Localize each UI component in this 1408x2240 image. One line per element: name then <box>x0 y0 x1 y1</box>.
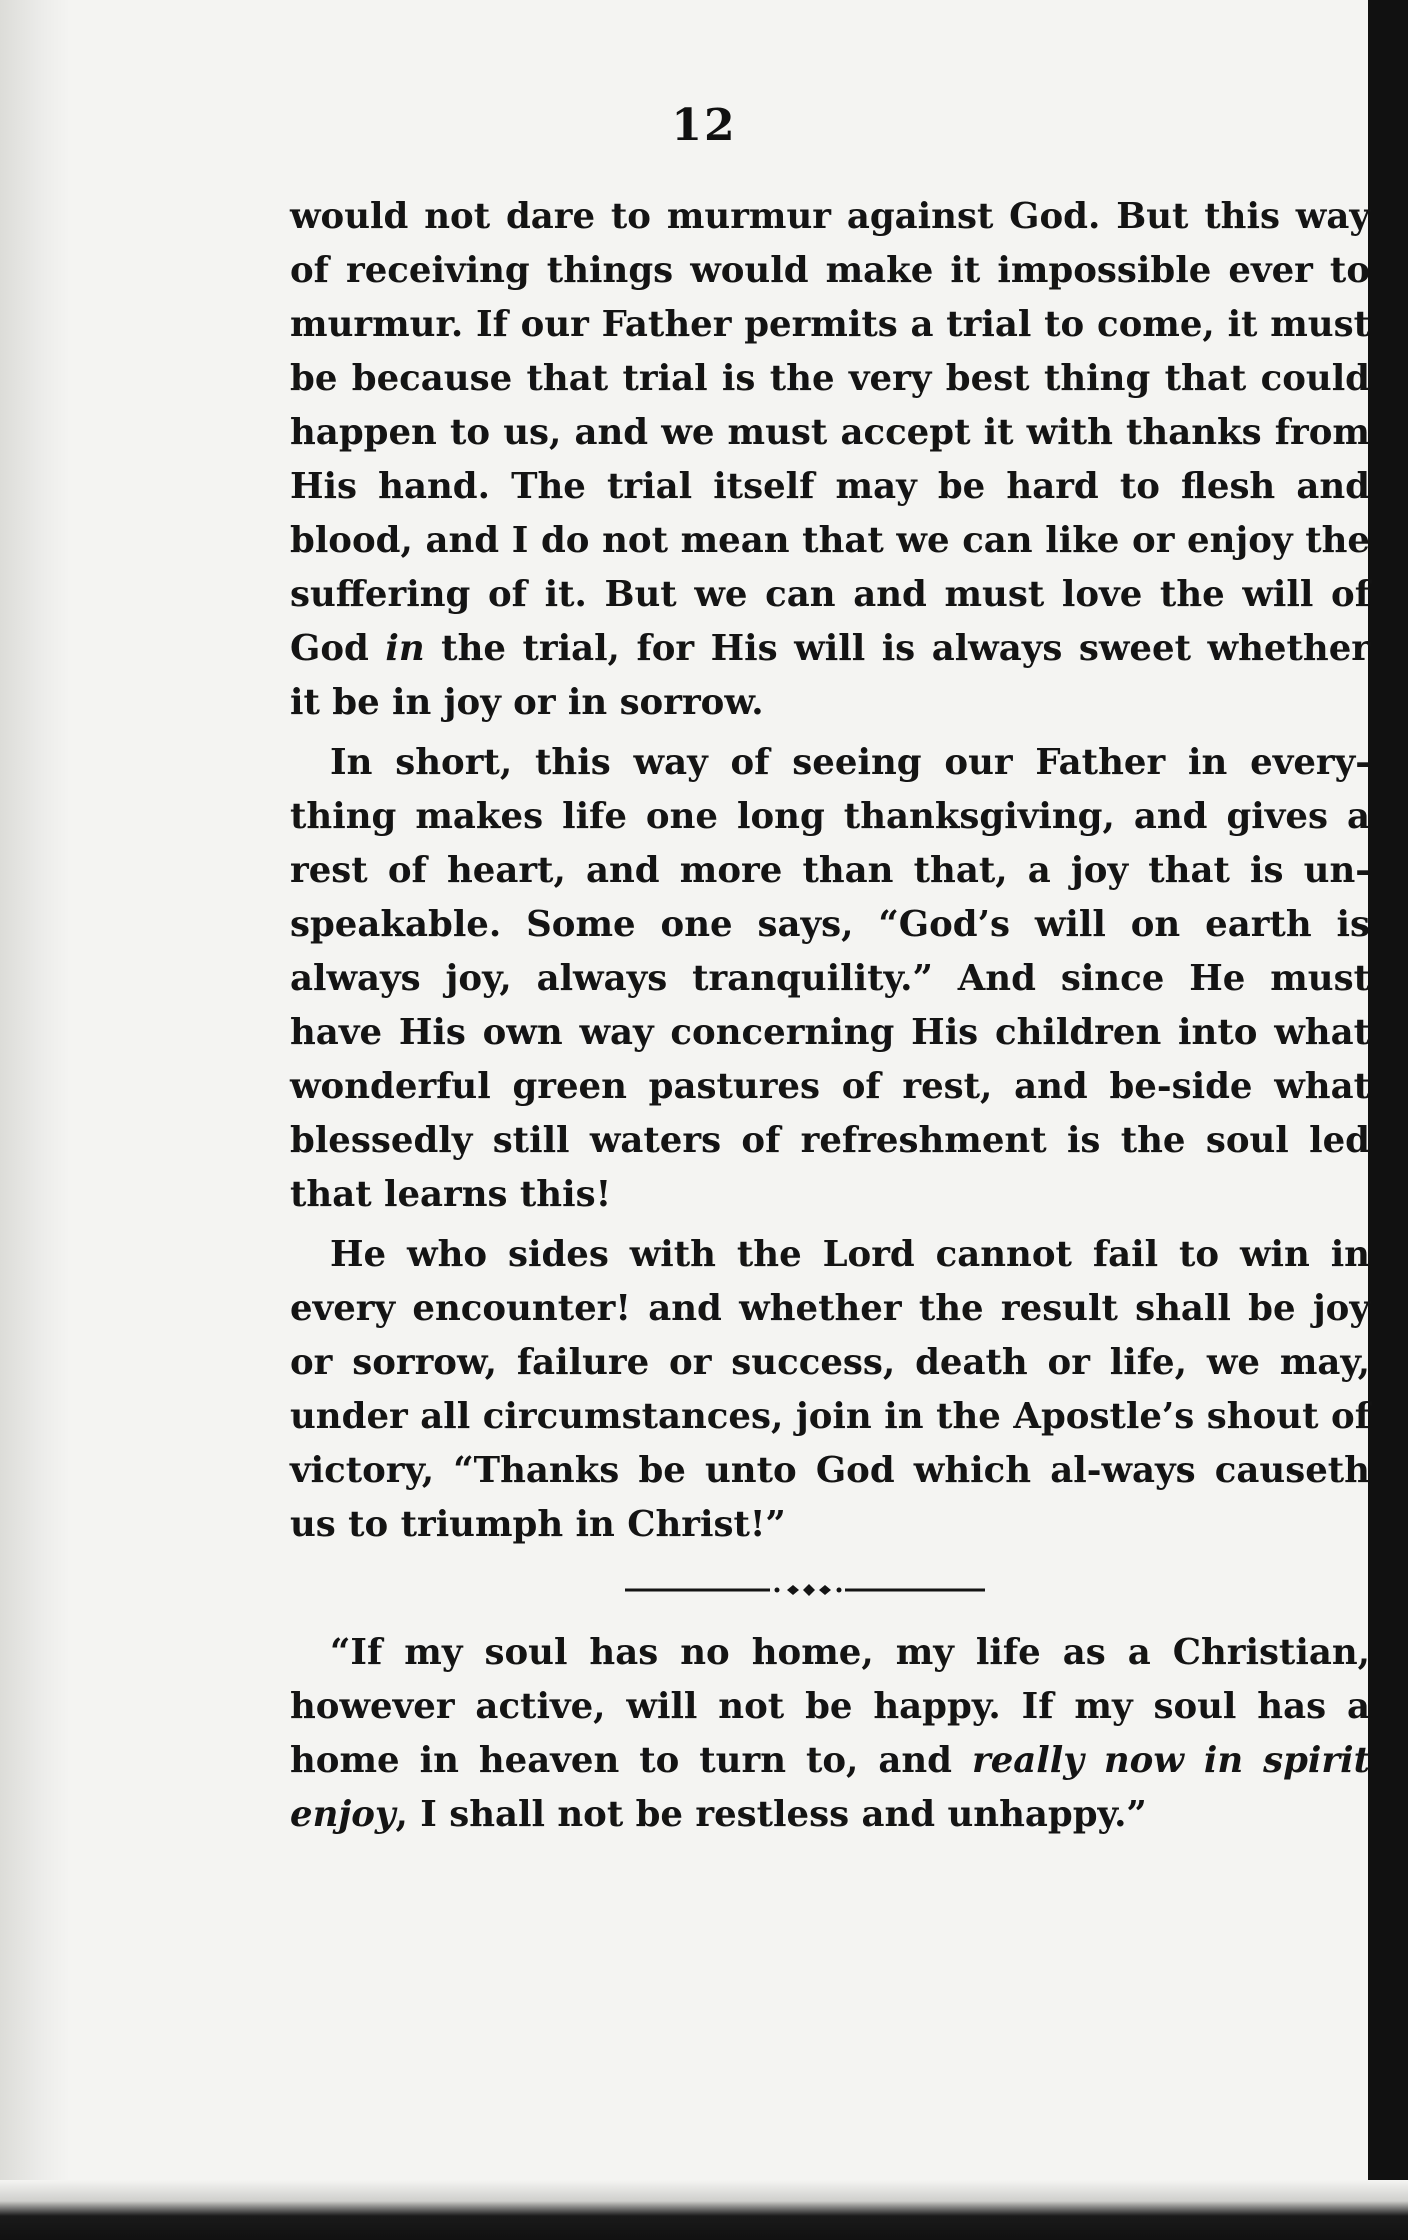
body-text <box>290 190 1370 1842</box>
quote-text-a: “If my soul has no home, my life as a Christian, however active, will not be happy. If my soul has a home in heaven to turn to, and <box>290 1632 1370 1781</box>
closing-quote <box>290 1626 1370 1842</box>
quote-text-b: , I shall not be restless and unhappy.” <box>395 1794 1147 1835</box>
paragraph-1-text-b: the trial, for His will is always sweet whether it be in joy or in sorrow. <box>290 628 1370 723</box>
paragraph-1-text-a: would not dare to murmur against God. But this way of receiving things would make it impossible ever to murmur. If our Father permits a trial to come, it must be because that trial is the very best thing that could happen to us, and we must accept it with thanks from His hand. The trial itself may be hard to flesh and blood, and I do not mean that we can like or enjoy the suffering of it. But we can and must love the will of God <box>290 196 1370 669</box>
page-bottom-edge <box>0 2180 1408 2240</box>
paragraph-3 <box>290 1228 1370 1552</box>
paragraph-1-emphasis: in <box>385 628 425 669</box>
quote-emphasis: really now in spirit enjoy <box>290 1740 1370 1835</box>
page-right-edge <box>1368 0 1408 2240</box>
paragraph-1 <box>290 190 1370 730</box>
paragraph-3-text: He who sides with the Lord cannot fail to win in every encounter! and whether the result shall be joy or sorrow, failure or success, death or life, we may, under all circumstances, join in the Apostle’s shout of victory, “Thanks be unto God which al-ways causeth us to triumph in Christ!” <box>290 1234 1370 1545</box>
page-gutter-shadow <box>0 0 70 2240</box>
paragraph-2 <box>290 736 1370 1222</box>
divider-ornament-icon <box>625 1580 985 1600</box>
paragraph-2-text: In short, this way of seeing our Father in every-thing makes life one long thanksgiving, and gives a rest of heart, and more than that, a joy that is un-speakable. Some one says, “God’s will on earth is always joy, always tranquility.” And since He must have His own way concerning His children into what wonderful green pastures of rest, and be-side what blessedly still waters of refreshment is the soul led that learns this! <box>290 742 1370 1215</box>
page-number: 12 <box>671 100 737 151</box>
section-divider-ornament <box>290 1560 1370 1620</box>
